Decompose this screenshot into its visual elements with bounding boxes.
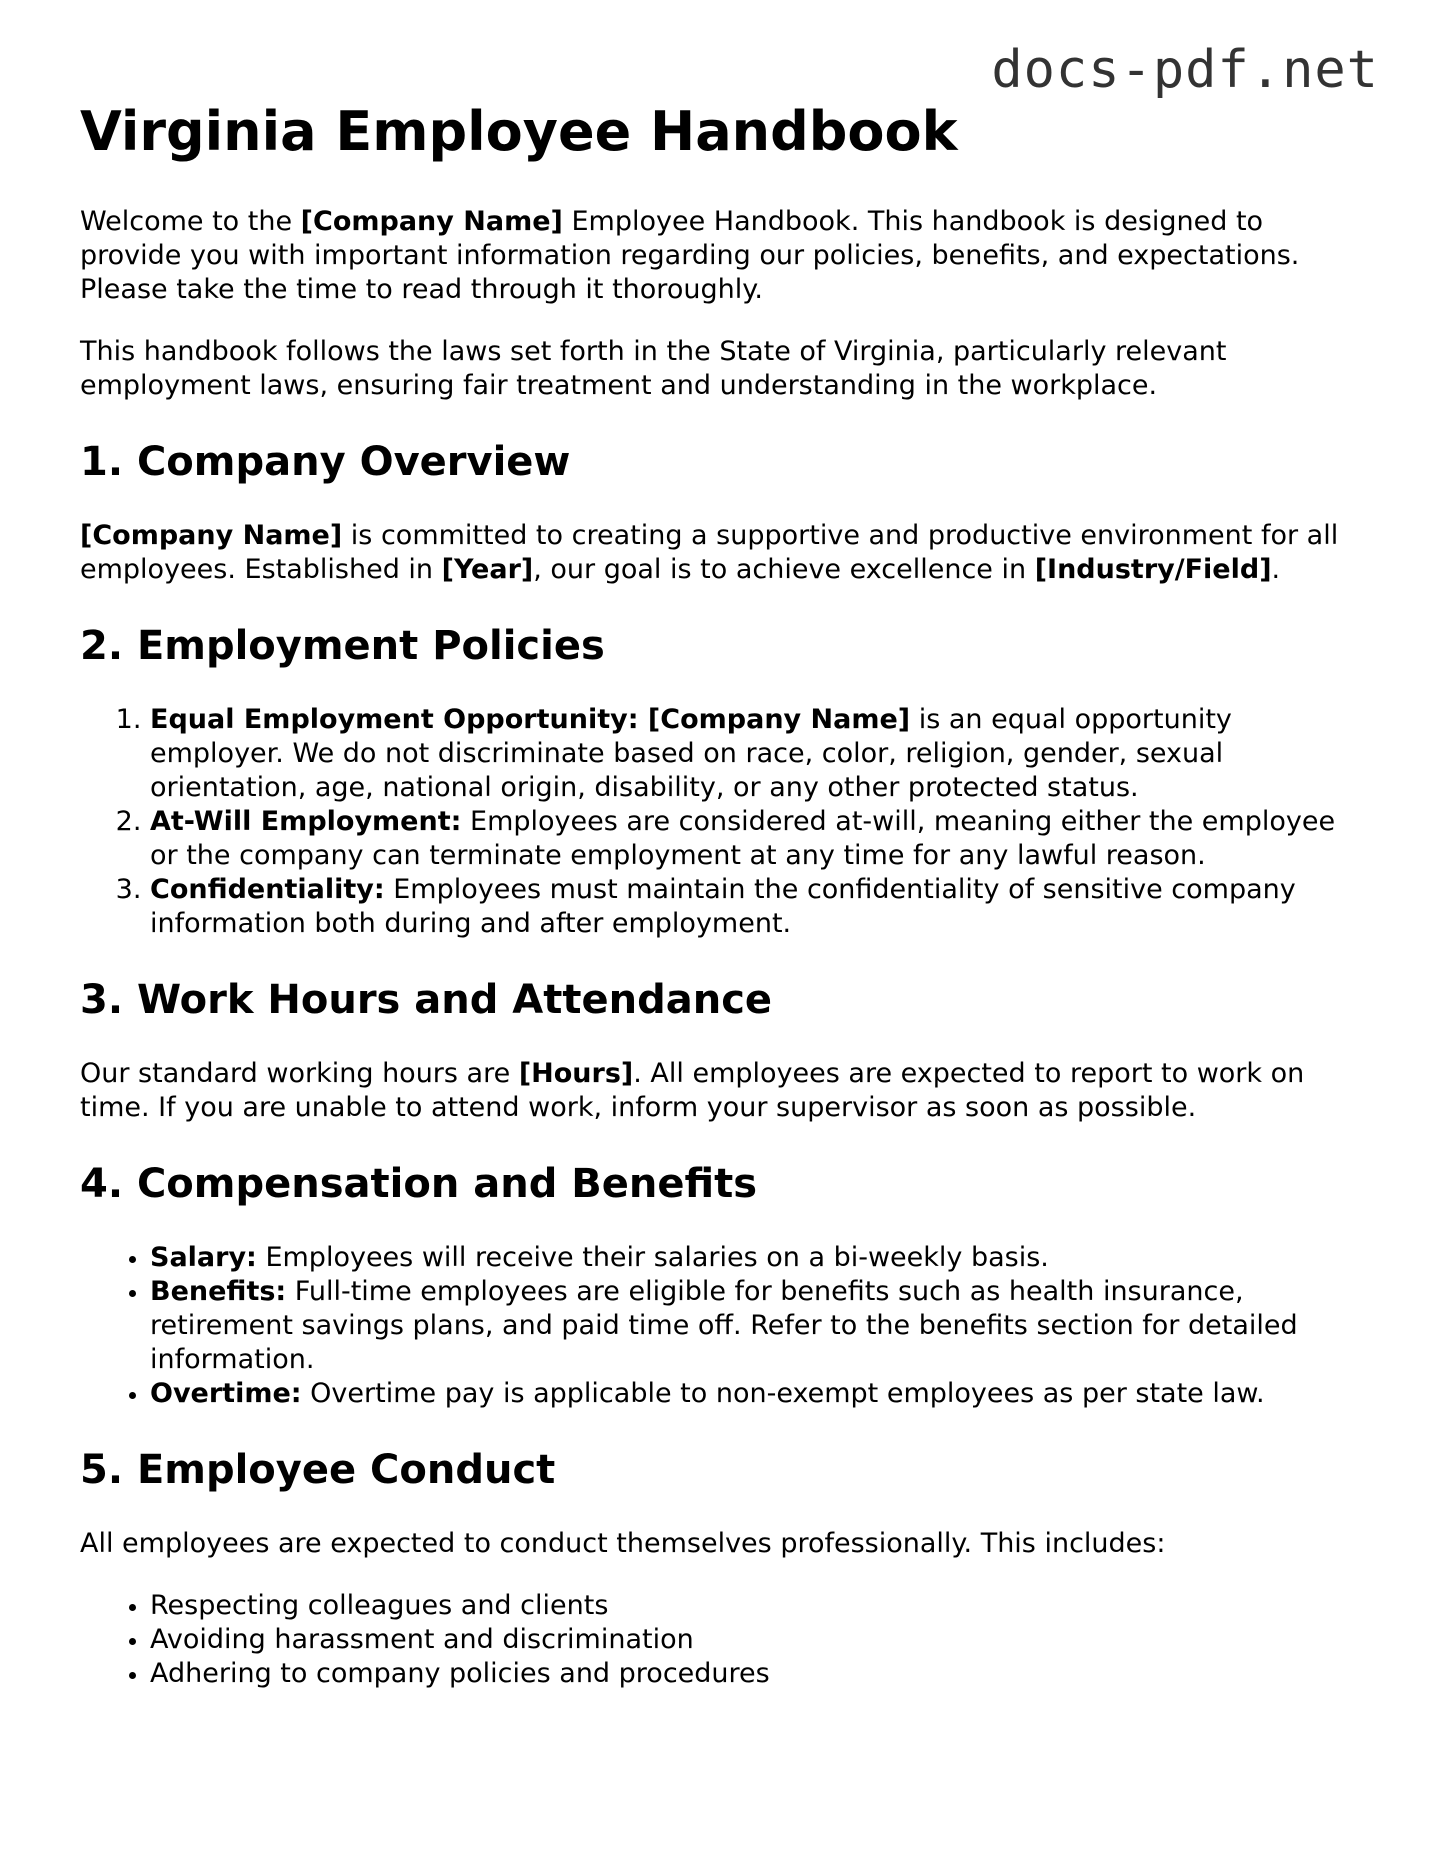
industry-placeholder: [Industry/Field] [1034,553,1272,585]
section-heading-compensation: 4. Compensation and Benefits [80,1160,758,1207]
list-item: 3. Confidentiality: Employees must maintain the confidentiality of sensitive company information both during and after employment. [150,873,1370,941]
list-item: • Avoiding harassment and discrimination [150,1623,1370,1657]
conduct-intro-paragraph: All employees are expected to conduct themselves professionally. This includes: [80,1527,1166,1559]
intro-paragraph-2: This handbook follows the laws set forth in the State of Virginia, particularly relevant employment laws, ensuring fair treatment and understanding in the workplace. [80,335,1227,401]
list-item: • Benefits: Full-time employees are eligible for benefits such as health insurance, retirement savings plans, and paid time off. Refer to the benefits section for detailed information. [150,1275,1370,1377]
hours-placeholder: [Hours] [518,1057,634,1089]
section-heading-company-overview: 1. Company Overview [80,438,571,485]
document-page [80,100,1370,1719]
page-title: Virginia Employee Handbook [80,100,958,163]
list-item: • Respecting colleagues and clients [150,1589,1370,1623]
section-heading-work-hours: 3. Work Hours and Attendance [80,976,773,1023]
section-heading-employment-policies: 2. Employment Policies [80,622,605,669]
section-heading-employee-conduct: 5. Employee Conduct [80,1446,556,1493]
list-item: 1. Equal Employment Opportunity: [Company Name] is an equal opportunity employer. We do not discriminate based on race, color, religion, gender, sexual orientation, age, national origin, disability, or any other protected status. [150,703,1370,805]
employment-policies-list [80,703,1370,941]
list-item: • Salary: Employees will receive their salaries on a bi-weekly basis. [150,1241,1370,1275]
list-item: • Overtime: Overtime pay is applicable to non-exempt employees as per state law. [150,1377,1370,1411]
list-item: • Adhering to company policies and procedures [150,1657,1370,1691]
company-name-placeholder: [Company Name] [80,519,343,551]
intro-paragraph-1: Welcome to the [Company Name] Employee Handbook. This handbook is designed to provide you with important information regarding our policies, benefits, and expectations. Please take the time to read through it thoroughly. [80,205,1300,305]
work-hours-paragraph: Our standard working hours are [Hours]. All employees are expected to report to work on time. If you are unable to attend work, inform your supervisor as soon as possible. [80,1057,1305,1123]
conduct-list [80,1589,1370,1691]
list-item: 2. At-Will Employment: Employees are considered at-will, meaning either the employee or the company can terminate employment at any time for any lawful reason. [150,805,1370,873]
compensation-list [80,1241,1370,1411]
watermark: docs-pdf.net [991,40,1379,100]
company-overview-paragraph: [Company Name] is committed to creating a supportive and productive environment for all employees. Established in [Year], our goal is to achieve excellence in [Industry/Field]. [80,519,1339,585]
company-name-placeholder: [Company Name] [300,205,563,237]
year-placeholder: [Year] [441,553,534,585]
